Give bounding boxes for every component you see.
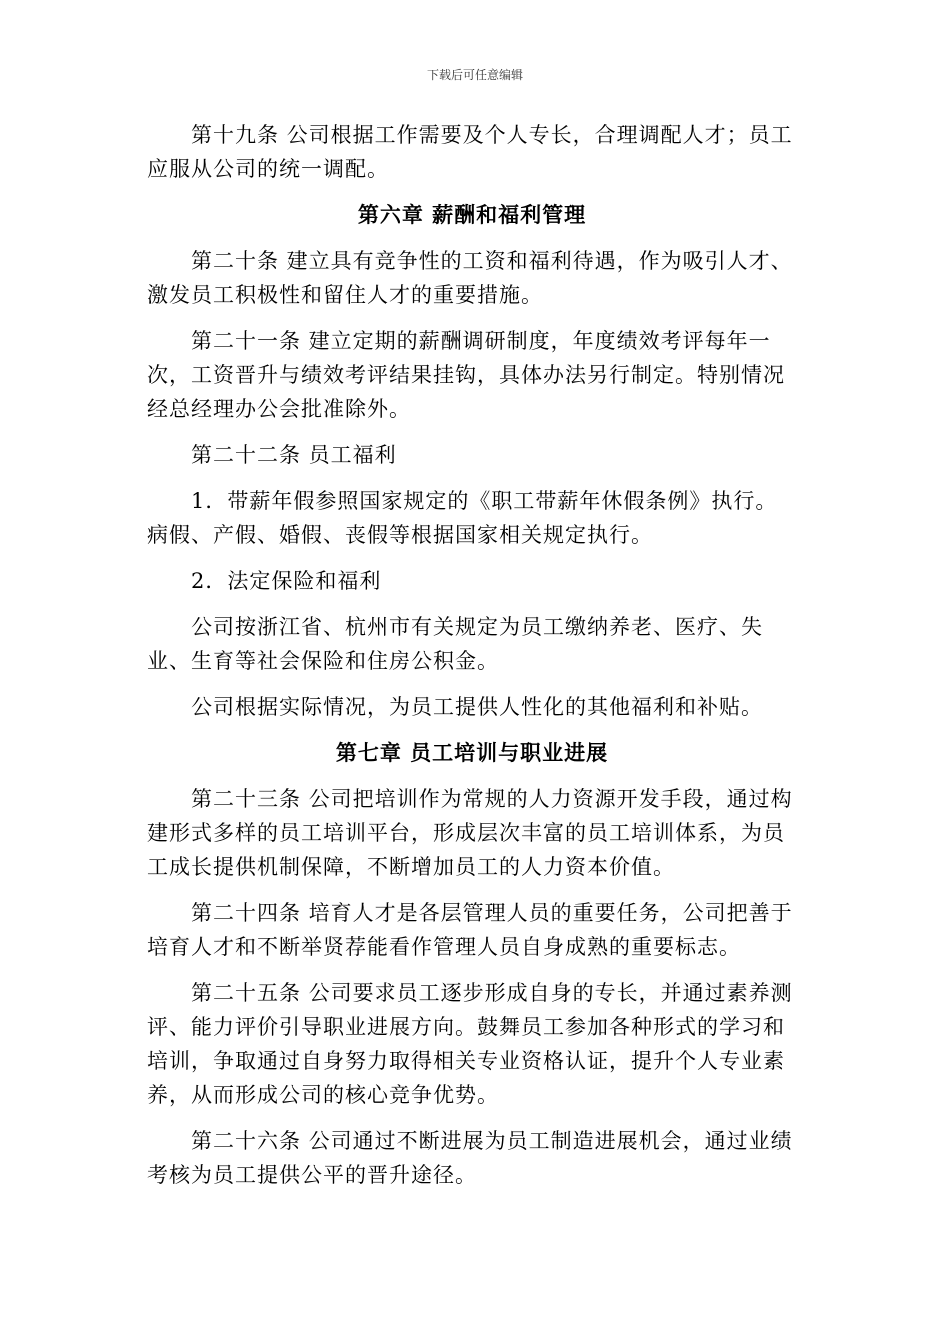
document-body [147,118,797,1204]
article-25: 第二十五条 公司要求员工逐步形成自身的专长，并通过素养测评、能力评价引导职业进展方向。鼓舞员工参加各种形式的学习和培训，争取通过自身努力取得相关专业资格认证，提升个人专业素养，从而形成公司的核心竞争优势。 [147,981,793,1107]
article-22-item-2-para-a: 公司按浙江省、杭州市有关规定为员工缴纳养老、医疗、失业、生育等社会保险和住房公积金。 [147,615,763,673]
chapter-7-heading: 第七章 员工培训与职业进展 [335,740,609,765]
page-header: 下载后可任意编辑 [426,68,523,82]
article-22-item-2-para-b: 公司根据实际情况，为员工提供人性化的其他福利和补贴。 [191,695,763,719]
article-21: 第二十一条 建立定期的薪酬调研制度，年度绩效考评每年一次，工资晋升与绩效考评结果挂钩，具体办法另行制定。特别情况经总经理办公会批准除外。 [147,329,785,421]
chapter-6-heading: 第六章 薪酬和福利管理 [357,202,587,227]
article-22: 第二十二条 员工福利 [191,443,397,467]
article-20: 第二十条 建立具有竞争性的工资和福利待遇，作为吸引人才、激发员工积极性和留住人才的重要措施。 [147,249,793,307]
article-22-item-1: 1．带薪年假参照国家规定的《职工带薪年休假条例》执行。病假、产假、婚假、丧假等根据国家相关规定执行。 [147,489,778,547]
article-24: 第二十四条 培育人才是各层管理人员的重要任务，公司把善于培育人才和不断举贤荐能看作管理人员自身成熟的重要标志。 [147,901,793,959]
article-22-item-2: 2．法定保险和福利 [191,569,382,593]
article-26: 第二十六条 公司通过不断进展为员工制造进展机会，通过业绩考核为员工提供公平的晋升途径。 [147,1129,793,1187]
article-23: 第二十三条 公司把培训作为常规的人力资源开发手段，通过构建形式多样的员工培训平台，形成层次丰富的员工培训体系，为员工成长提供机制保障，不断增加员工的人力资本价值。 [147,787,793,879]
article-19: 第十九条 公司根据工作需要及个人专长，合理调配人才；员工应服从公司的统一调配。 [147,123,793,181]
